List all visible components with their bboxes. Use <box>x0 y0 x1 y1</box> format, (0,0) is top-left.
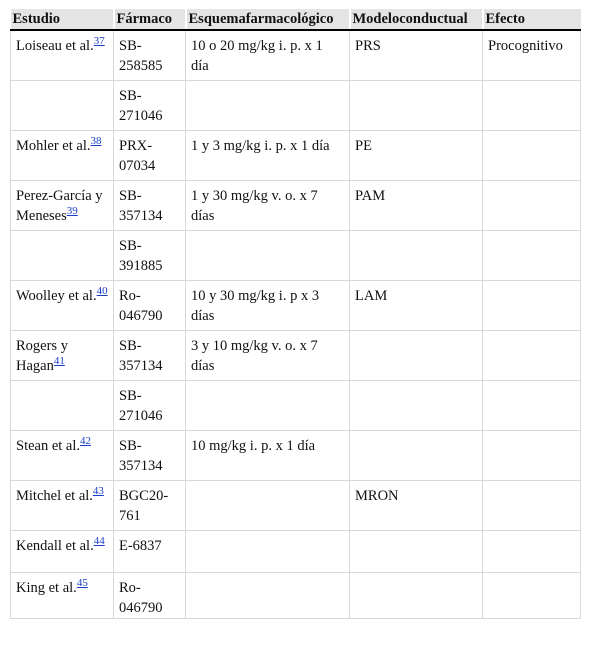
study-author: Kendall et al. <box>16 538 94 554</box>
table-row <box>11 30 581 81</box>
table-row <box>11 381 581 431</box>
cell-efecto <box>483 431 581 481</box>
cell-estudio <box>11 281 114 331</box>
cell-modelo <box>350 573 483 619</box>
cell-esquema <box>186 481 350 531</box>
study-author: King et al. <box>16 580 77 596</box>
pharmacology-table <box>10 9 581 619</box>
cell-esquema: 3 y 10 mg/kg v. o. x 7 días <box>186 331 350 381</box>
cell-modelo <box>350 381 483 431</box>
table-row <box>11 573 581 619</box>
study-author: Mohler et al. <box>16 138 91 154</box>
cell-modelo: MRON <box>350 481 483 531</box>
cell-efecto <box>483 231 581 281</box>
cell-efecto: Procognitivo <box>483 30 581 81</box>
column-header-modelo: Modeloconductual <box>350 9 483 30</box>
column-header-farmaco: Fármaco <box>114 9 186 30</box>
cell-modelo <box>350 231 483 281</box>
study-author: Rogers y Hagan <box>16 338 68 374</box>
cell-farmaco: SB-271046 <box>114 381 186 431</box>
study-author: Perez-García y Meneses <box>16 188 103 224</box>
column-header-estudio: Estudio <box>11 9 114 30</box>
cell-estudio <box>11 431 114 481</box>
cell-esquema: 1 y 3 mg/kg i. p. x 1 día <box>186 131 350 181</box>
cell-farmaco: SB-391885 <box>114 231 186 281</box>
table-row <box>11 281 581 331</box>
table-row <box>11 81 581 131</box>
reference-link[interactable]: 37 <box>93 35 105 48</box>
cell-estudio <box>11 181 114 231</box>
cell-estudio <box>11 231 114 281</box>
cell-esquema: 10 y 30 mg/kg i. p x 3 días <box>186 281 350 331</box>
table-row <box>11 481 581 531</box>
table-row <box>11 231 581 281</box>
cell-estudio <box>11 131 114 181</box>
cell-estudio <box>11 531 114 573</box>
cell-farmaco: SB-357134 <box>114 181 186 231</box>
cell-farmaco: Ro-046790 <box>114 573 186 619</box>
cell-farmaco: E-6837 <box>114 531 186 573</box>
table-row <box>11 531 581 573</box>
reference-link[interactable]: 41 <box>53 355 65 368</box>
cell-farmaco: PRX-07034 <box>114 131 186 181</box>
cell-efecto <box>483 131 581 181</box>
cell-farmaco: SB-271046 <box>114 81 186 131</box>
cell-efecto <box>483 81 581 131</box>
reference-link[interactable]: 44 <box>93 535 105 548</box>
table-container <box>10 9 580 619</box>
table-row <box>11 331 581 381</box>
cell-modelo <box>350 431 483 481</box>
cell-farmaco: SB-258585 <box>114 30 186 81</box>
reference-link[interactable]: 39 <box>66 205 78 218</box>
reference-link[interactable]: 40 <box>96 285 108 298</box>
cell-farmaco: SB-357134 <box>114 431 186 481</box>
cell-estudio <box>11 30 114 81</box>
cell-esquema <box>186 531 350 573</box>
cell-efecto <box>483 531 581 573</box>
cell-modelo: PAM <box>350 181 483 231</box>
cell-efecto <box>483 331 581 381</box>
reference-link[interactable]: 45 <box>76 577 88 590</box>
study-author: Loiseau et al. <box>16 38 94 54</box>
cell-modelo: PE <box>350 131 483 181</box>
cell-esquema <box>186 573 350 619</box>
cell-efecto <box>483 181 581 231</box>
column-header-efecto: Efecto <box>483 9 581 30</box>
study-author: Stean et al. <box>16 438 81 454</box>
cell-modelo <box>350 531 483 573</box>
cell-farmaco: Ro-046790 <box>114 281 186 331</box>
cell-esquema <box>186 231 350 281</box>
cell-estudio <box>11 81 114 131</box>
reference-link[interactable]: 42 <box>80 435 92 448</box>
cell-estudio <box>11 481 114 531</box>
reference-link[interactable]: 43 <box>92 485 104 498</box>
cell-esquema <box>186 81 350 131</box>
cell-modelo: PRS <box>350 30 483 81</box>
cell-modelo <box>350 81 483 131</box>
cell-efecto <box>483 381 581 431</box>
table-row <box>11 131 581 181</box>
cell-esquema: 10 mg/kg i. p. x 1 día <box>186 431 350 481</box>
cell-esquema <box>186 381 350 431</box>
study-author: Woolley et al. <box>16 288 97 304</box>
table-row <box>11 181 581 231</box>
cell-modelo <box>350 331 483 381</box>
cell-esquema: 10 o 20 mg/kg i. p. x 1 día <box>186 30 350 81</box>
cell-estudio <box>11 573 114 619</box>
cell-esquema: 1 y 30 mg/kg v. o. x 7 días <box>186 181 350 231</box>
cell-estudio <box>11 331 114 381</box>
cell-efecto <box>483 481 581 531</box>
table-row <box>11 431 581 481</box>
cell-efecto <box>483 573 581 619</box>
cell-farmaco: BGC20-761 <box>114 481 186 531</box>
cell-modelo: LAM <box>350 281 483 331</box>
cell-efecto <box>483 281 581 331</box>
cell-farmaco: SB-357134 <box>114 331 186 381</box>
cell-estudio <box>11 381 114 431</box>
study-author: Mitchel et al. <box>16 488 93 504</box>
column-header-esquema: Esquemafarmacológico <box>186 9 350 30</box>
reference-link[interactable]: 38 <box>90 135 102 148</box>
header-row <box>11 9 581 30</box>
